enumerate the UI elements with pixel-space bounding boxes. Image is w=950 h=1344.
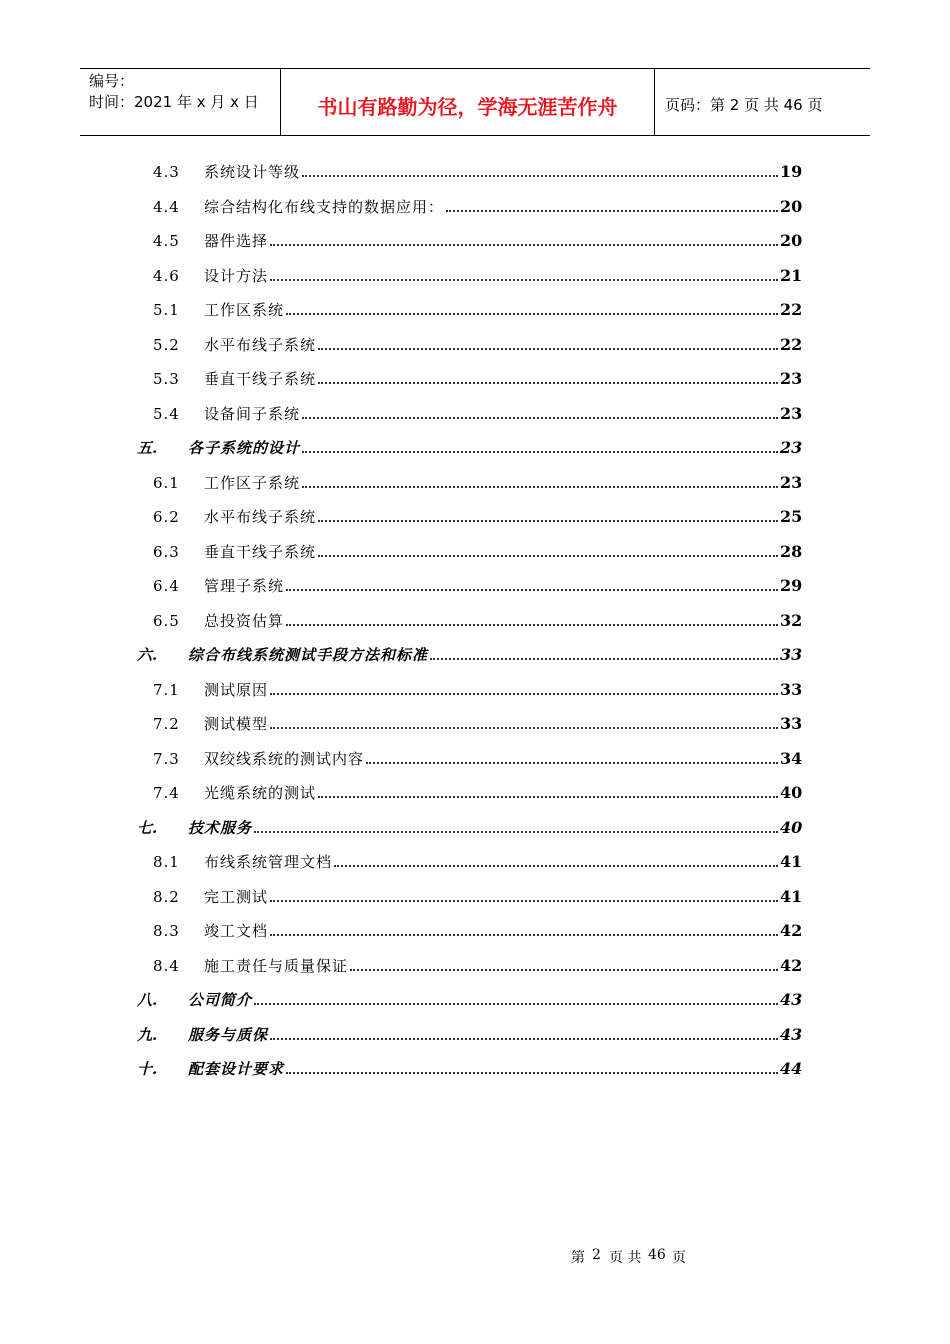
toc-entry-title: 施工责任与质量保证 (204, 957, 349, 975)
toc-entry-number: 4.6 (153, 267, 180, 285)
toc-entry-number: 7.1 (153, 681, 180, 699)
toc-dot-leader (270, 244, 778, 246)
toc-entry[interactable] (0, 368, 950, 390)
toc-entry[interactable] (0, 748, 950, 770)
header-meta (80, 69, 281, 135)
toc-entry-title: 双绞线系统的测试内容 (204, 750, 365, 768)
toc-entry[interactable] (0, 851, 950, 873)
toc-entry-number: 5.1 (153, 301, 180, 319)
toc-entry-page: 42 (780, 956, 803, 975)
toc-entry[interactable] (0, 472, 950, 494)
toc-entry[interactable] (0, 955, 950, 977)
toc-entry-page: 22 (780, 335, 803, 354)
toc-entry-number: 五. (137, 439, 158, 457)
toc-entry-number: 7.2 (153, 715, 180, 733)
toc-entry-page: 19 (780, 162, 803, 181)
toc-dot-leader (270, 1038, 778, 1040)
toc-dot-leader (270, 934, 778, 936)
toc-entry-page: 41 (780, 887, 803, 906)
toc-entry-title: 各子系统的设计 (188, 439, 301, 457)
toc-entry-title: 水平布线子系统 (204, 508, 317, 526)
toc-entry-number: 8.4 (153, 957, 180, 975)
toc-dot-leader (334, 865, 778, 867)
toc-entry-number: 6.1 (153, 474, 180, 492)
toc-entry[interactable] (0, 644, 950, 666)
toc-dot-leader (318, 348, 778, 350)
toc-entry-page: 23 (780, 404, 803, 423)
toc-entry-title: 水平布线子系统 (204, 336, 317, 354)
toc-entry-number: 六. (137, 646, 158, 664)
toc-entry-number: 5.2 (153, 336, 180, 354)
toc-entry[interactable] (0, 437, 950, 459)
toc-dot-leader (430, 658, 778, 660)
toc-entry-page: 41 (780, 852, 803, 871)
toc-entry-title: 设备间子系统 (204, 405, 301, 423)
toc-entry-title: 设计方法 (204, 267, 269, 285)
toc-entry-title: 竣工文档 (204, 922, 269, 940)
toc-entry-title: 垂直干线子系统 (204, 543, 317, 561)
toc-entry-number: 十. (137, 1060, 158, 1078)
toc-entry-title: 工作区系统 (204, 301, 285, 319)
toc-entry-title: 管理子系统 (204, 577, 285, 595)
toc-entry-page: 20 (780, 197, 803, 216)
toc-entry-page: 29 (780, 576, 803, 595)
toc-dot-leader (254, 831, 778, 833)
toc-entry[interactable] (0, 230, 950, 252)
toc-entry[interactable] (0, 989, 950, 1011)
toc-entry-title: 服务与质保 (188, 1026, 269, 1044)
toc-entry[interactable] (0, 713, 950, 735)
toc-entry-page: 33 (780, 680, 803, 699)
toc-dot-leader (350, 969, 778, 971)
toc-entry-page: 25 (780, 507, 803, 526)
header-motto: 书山有路勤为径，学海无涯苦作舟 (281, 69, 655, 135)
toc-entry-number: 6.2 (153, 508, 180, 526)
toc-entry-page: 42 (780, 921, 803, 940)
toc-entry-number: 七. (137, 819, 158, 837)
toc-entry[interactable] (0, 299, 950, 321)
toc-entry-title: 总投资估算 (204, 612, 285, 630)
toc-entry[interactable] (0, 506, 950, 528)
toc-dot-leader (286, 589, 778, 591)
toc-entry-page: 23 (780, 438, 803, 457)
toc-entry[interactable] (0, 817, 950, 839)
toc-entry-title: 器件选择 (204, 232, 269, 250)
toc-entry-page: 28 (780, 542, 803, 561)
toc-entry-number: 5.3 (153, 370, 180, 388)
toc-entry-number: 6.4 (153, 577, 180, 595)
toc-entry[interactable] (0, 196, 950, 218)
footer-mid: 页 共 (609, 1250, 642, 1266)
toc-entry-title: 工作区子系统 (204, 474, 301, 492)
toc-entry-number: 7.3 (153, 750, 180, 768)
toc-entry-number: 8.2 (153, 888, 180, 906)
toc-entry-title: 配套设计要求 (188, 1060, 285, 1078)
toc-entry[interactable] (0, 403, 950, 425)
toc-entry-page: 40 (780, 818, 803, 837)
toc-entry-number: 6.3 (153, 543, 180, 561)
toc-entry[interactable] (0, 679, 950, 701)
toc-entry-title: 垂直干线子系统 (204, 370, 317, 388)
toc-entry[interactable] (0, 1024, 950, 1046)
header-date-label: 时间：2021 年 x 月 x 日 (89, 93, 259, 111)
toc-entry-page: 33 (780, 714, 803, 733)
toc-entry-number: 8.1 (153, 853, 180, 871)
toc-entry-title: 系统设计等级 (204, 163, 301, 181)
toc-dot-leader (302, 451, 778, 453)
toc-entry-number: 5.4 (153, 405, 180, 423)
page-header (80, 68, 870, 136)
toc-dot-leader (318, 382, 778, 384)
toc-entry-page: 43 (780, 990, 803, 1009)
toc-entry-title: 测试模型 (204, 715, 269, 733)
toc-entry[interactable] (0, 1058, 950, 1080)
toc-entry-title: 公司简介 (188, 991, 253, 1009)
toc-entry-page: 40 (780, 783, 803, 802)
toc-dot-leader (270, 279, 778, 281)
toc-entry-number: 4.5 (153, 232, 180, 250)
toc-entry[interactable] (0, 610, 950, 632)
toc-dot-leader (270, 900, 778, 902)
header-code-label: 编号： (89, 72, 135, 90)
toc-dot-leader (286, 313, 778, 315)
toc-entry-page: 22 (780, 300, 803, 319)
toc-entry-number: 4.3 (153, 163, 180, 181)
toc-entry-page: 21 (780, 266, 803, 285)
footer-current-page: 2 (592, 1247, 601, 1263)
toc-entry-title: 布线系统管理文档 (204, 853, 333, 871)
toc-entry-title: 技术服务 (188, 819, 253, 837)
toc-entry-title: 测试原因 (204, 681, 269, 699)
toc-entry-title: 完工测试 (204, 888, 269, 906)
toc-entry-page: 23 (780, 369, 803, 388)
footer-prefix: 第 (571, 1250, 585, 1266)
toc-dot-leader (366, 762, 778, 764)
toc-dot-leader (318, 555, 778, 557)
toc-dot-leader (302, 417, 778, 419)
toc-dot-leader (318, 796, 778, 798)
toc-entry-number: 6.5 (153, 612, 180, 630)
toc-entry[interactable] (0, 782, 950, 804)
toc-dot-leader (254, 1003, 778, 1005)
toc-entry-page: 43 (780, 1025, 803, 1044)
toc-entry[interactable] (0, 886, 950, 908)
toc-entry-number: 八. (137, 991, 158, 1009)
toc-entry-number: 4.4 (153, 198, 180, 216)
toc-entry-page: 23 (780, 473, 803, 492)
toc-dot-leader (318, 520, 778, 522)
toc-entry-page: 32 (780, 611, 803, 630)
toc-entry[interactable] (0, 161, 950, 183)
footer-total-pages: 46 (648, 1247, 666, 1263)
toc-entry-page: 34 (780, 749, 803, 768)
toc-entry-title: 综合结构化布线支持的数据应用： (204, 198, 445, 216)
toc-entry-page: 44 (780, 1059, 803, 1078)
toc-entry-title: 光缆系统的测试 (204, 784, 317, 802)
toc-entry-number: 8.3 (153, 922, 180, 940)
toc-entry[interactable] (0, 920, 950, 942)
toc-dot-leader (270, 693, 778, 695)
toc-dot-leader (302, 175, 778, 177)
toc-entry[interactable] (0, 541, 950, 563)
toc-entry-number: 九. (137, 1026, 158, 1044)
toc-entry-title: 综合布线系统测试手段方法和标准 (188, 646, 429, 664)
toc-dot-leader (286, 1072, 778, 1074)
toc-dot-leader (302, 486, 778, 488)
toc-dot-leader (446, 210, 778, 212)
toc-entry-page: 33 (780, 645, 803, 664)
toc-entry-page: 20 (780, 231, 803, 250)
toc-dot-leader (270, 727, 778, 729)
toc-entry-number: 7.4 (153, 784, 180, 802)
toc-dot-leader (286, 624, 778, 626)
header-page-info: 页码：第 2 页 共 46 页 (665, 95, 823, 114)
toc-entry[interactable] (0, 265, 950, 287)
footer-suffix: 页 (672, 1250, 686, 1266)
toc-entry[interactable] (0, 575, 950, 597)
toc-entry[interactable] (0, 334, 950, 356)
